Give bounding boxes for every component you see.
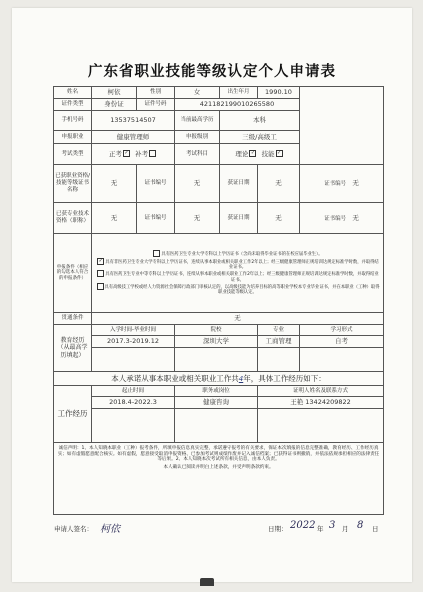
binder-clip <box>200 578 214 586</box>
cert1-no: 无 <box>175 165 220 203</box>
edu-row-school: 深圳大学 <box>175 336 258 348</box>
photo-cell <box>300 87 384 165</box>
edu-header-school: 院校 <box>175 325 258 336</box>
level-value: 三级/高级工 <box>220 131 300 144</box>
condition-4-checkbox[interactable] <box>97 283 104 290</box>
id-no-value: 421182199010265580 <box>175 99 300 111</box>
cert1-name: 无 <box>92 165 137 203</box>
skill-label: 技能 <box>261 149 275 158</box>
gender-label: 性别 <box>137 87 175 99</box>
date-day: 8 <box>357 520 364 531</box>
cert1-no2-label: 证书编号 <box>324 181 347 188</box>
pledge-cell <box>54 443 384 515</box>
id-type-value: 身份证 <box>92 99 137 111</box>
signature-label: 申请人签名： <box>54 525 93 533</box>
cert2-name: 无 <box>92 203 137 234</box>
work-header-witness: 证明人姓名及联系方式 <box>258 386 384 397</box>
condition-item: 具有医药卫生专业大学专科以上学历证书（含尚未取得毕业证书的在校应届毕业生）。 <box>95 250 380 257</box>
edu-history-label: 教育经历（从最高学历填起） <box>54 325 92 372</box>
work-years: 4 <box>238 374 244 383</box>
date-label: 日期： <box>268 525 288 533</box>
work-row-time: 2018.4-2022.3 <box>92 397 175 409</box>
work-header-time: 起止时间 <box>92 386 175 397</box>
exam-type-options <box>92 144 175 165</box>
application-form-table <box>53 86 384 515</box>
cert2-no2: 无 <box>352 213 359 222</box>
cert2-extra <box>300 203 384 234</box>
job-label: 申报职业 <box>54 131 92 144</box>
cert1-label: 已获职业资格/技能等级证书名称 <box>54 165 92 203</box>
exam-subject-options <box>220 144 300 165</box>
name-value: 柯依 <box>92 87 137 99</box>
edu-header-form: 学习形式 <box>300 325 384 336</box>
edu-row-major: 工商管理 <box>258 336 300 348</box>
birth-label: 出生年月 <box>220 87 258 99</box>
birth-value: 1990.10 <box>258 87 300 99</box>
work-row-post: 健康咨询 <box>175 397 258 409</box>
name-label: 姓名 <box>54 87 92 99</box>
date-year: 2022 <box>290 520 316 531</box>
job-value: 健康管理师 <box>92 131 175 144</box>
cert2-date: 无 <box>258 203 300 234</box>
cert2-no-label: 证书编号 <box>137 203 175 234</box>
cert2-date-label: 获证日期 <box>220 203 258 234</box>
exam-type-label: 考试类型 <box>54 144 92 165</box>
cert1-no-label: 证书编号 <box>137 165 175 203</box>
date-month: 3 <box>329 520 336 531</box>
application-form-page <box>12 8 412 582</box>
cert2-label: 已获专业技术资格（职称） <box>54 203 92 234</box>
cert2-no2-label: 证书编号 <box>324 215 347 222</box>
id-no-label: 证件号码 <box>137 99 175 111</box>
work-row-witness: 王艳 13424209822 <box>258 397 384 409</box>
condition-2-checkbox[interactable]: ✓ <box>98 257 103 264</box>
exam-re-checkbox[interactable] <box>149 150 156 157</box>
cert1-date: 无 <box>258 165 300 203</box>
signature: 柯依 <box>100 524 120 535</box>
cert1-extra <box>300 165 384 203</box>
exam-new-checkbox[interactable]: ✓ <box>124 150 129 157</box>
day-suffix: 日 <box>372 525 379 533</box>
month-suffix: 月 <box>342 525 349 533</box>
education-value: 本科 <box>220 111 300 131</box>
conditions-list <box>92 234 384 313</box>
condition-3-checkbox[interactable] <box>97 270 104 277</box>
theory-checkbox[interactable]: ✓ <box>250 150 256 157</box>
pledge-ack: 本人确认已阅读并明白上述条款，并受声明条款约束。 <box>163 465 274 471</box>
condition-1-checkbox[interactable] <box>153 250 160 257</box>
work-history-label: 工作经历 <box>54 386 92 443</box>
condition-item: ✓ 具有非医药卫生专业大学专科以上学历证书，连续从事本职业或相关职业工作2年以上；经三级健康管理师正规培训达规定标准学时数，并取得结业证书。 <box>98 257 379 270</box>
cert2-no: 无 <box>175 203 220 234</box>
level-label: 申报级别 <box>175 131 220 144</box>
form-title: 广东省职业技能等级认定个人申请表 <box>88 64 336 80</box>
education-label: 当前最高学历 <box>175 111 220 131</box>
edu-header-time: 入学时间-毕业时间 <box>92 325 175 336</box>
gender-value: 女 <box>175 87 220 99</box>
cert1-date-label: 获证日期 <box>220 165 258 203</box>
condition-item: 具有高级技工学校或经人力资源社会保障行政部门审核认定的，以高级技能为培养目标的高等职业学校本专业毕业证书，并在本职业（工种）取得职业技能等级认定。 <box>95 283 380 296</box>
edu-header-major: 专业 <box>258 325 300 336</box>
edu-row-time: 2017.3-2019.12 <box>92 336 175 348</box>
work-statement: 本人承诺从事本职业或相关职业工作共4年，具体工作经历如下： <box>54 372 384 386</box>
id-type-label: 证件类型 <box>54 99 92 111</box>
pledge-text: 诚信声明：1、本人知晓本职业（工种）报考条件，所填申报信息真实完整，承诺遵守报考的有关要求，保证本次填报的信息完整准确，教育经历、工作经历真实；如有虚假愿意配合核实。如有虚假，愿意接受取消申报资格、已参加考试则成绩作废并记入诚信档案；已获得证书则撤销，并依法依规承担相应的法律责任等后果。2、本人知晓本次考试所有相关信息，由本人负责。 <box>57 446 380 463</box>
through-label: 贯通条件 <box>54 313 92 325</box>
exam-re-label: 补考 <box>135 149 149 158</box>
edu-row-form: 自考 <box>300 336 384 348</box>
conditions-label: 申报条件（相应的勾选本人符合的申报条件） <box>54 234 92 313</box>
exam-subject-label: 考试科目 <box>175 144 220 165</box>
work-header-post: 职务或岗位 <box>175 386 258 397</box>
year-suffix: 年 <box>317 525 324 533</box>
condition-item: 具有医药卫生专业中等专科以上学历证书，连续从事本职业或相关职业工作2年以上；经三级健康管理师正规培训达规定标准学时数，并取得结业证书。 <box>95 270 380 283</box>
exam-new-label: 正考 <box>108 149 122 158</box>
cert1-no2: 无 <box>352 179 359 188</box>
theory-label: 理论 <box>235 149 249 158</box>
phone-value: 13537514507 <box>92 111 175 131</box>
through-value: 无 <box>92 313 384 325</box>
skill-checkbox[interactable]: ✓ <box>276 150 282 157</box>
phone-label: 手机号码 <box>54 111 92 131</box>
